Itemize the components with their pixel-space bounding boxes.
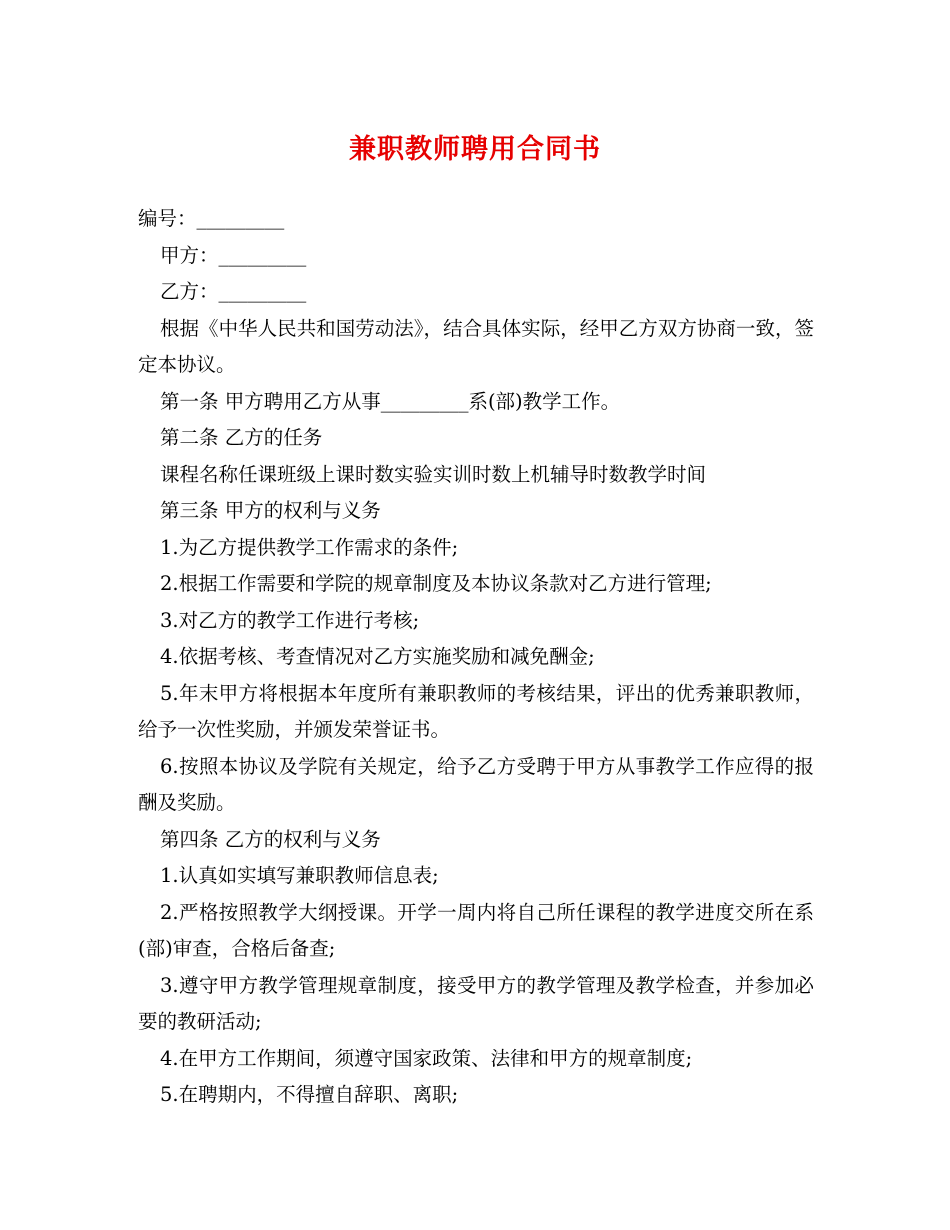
article-4-item-1: 1.认真如实填写兼职教师信息表; [160,864,439,887]
article-3-item-6: 6.按照本协议及学院有关规定，给予乙方受聘于甲方从事教学工作应得的报酬及奖励。 [138,754,814,814]
article-3-item-5: 5.年末甲方将根据本年度所有兼职教师的考核结果，评出的优秀兼职教师，给予一次性奖励，并颁发荣誉证书。 [138,681,814,741]
party-b-line: 乙方：_________ [160,280,307,303]
article-1: 第一条 甲方聘用乙方从事_________系(部)教学工作。 [160,389,621,413]
article-3-item-1: 1.为乙方提供教学工作需求的条件; [160,535,459,559]
article-2-course-fields: 课程名称任课班级上课时数实验实训时数上机辅导时数教学时间 [160,462,707,486]
article-3-heading: 第三条 甲方的权利与义务 [160,499,381,522]
document-title: 兼职教师聘用合同书 [349,134,601,165]
preamble-paragraph: 根据《中华人民共和国劳动法》，结合具体实际，经甲乙方双方协商一致，签定本协议。 [138,316,814,376]
article-4-item-5: 5.在聘期内，不得擅自辞职、离职; [160,1083,459,1106]
article-2-heading: 第二条 乙方的任务 [160,426,323,449]
article-4-item-3: 3.遵守甲方教学管理规章制度，接受甲方的教学管理及教学检查，并参加必要的教研活动; [138,973,814,1033]
article-3-item-4: 4.依据考核、考查情况对乙方实施奖励和减免酬金; [160,645,595,668]
article-4-item-4: 4.在甲方工作期间，须遵守国家政策、法律和甲方的规章制度; [160,1046,693,1070]
article-4-heading: 第四条 乙方的权利与义务 [160,827,381,851]
article-4-item-2: 2.严格按照教学大纲授课。开学一周内将自己所任课程的教学进度交所在系(部)审查，合格后备查; [138,900,814,960]
document-body [138,201,814,1114]
party-a-line: 甲方：_________ [160,243,307,267]
contract-number-line: 编号：_________ [138,207,285,230]
article-3-item-3: 3.对乙方的教学工作进行考核; [160,608,420,632]
article-3-item-2: 2.根据工作需要和学院的规章制度及本协议条款对乙方进行管理; [160,572,712,595]
